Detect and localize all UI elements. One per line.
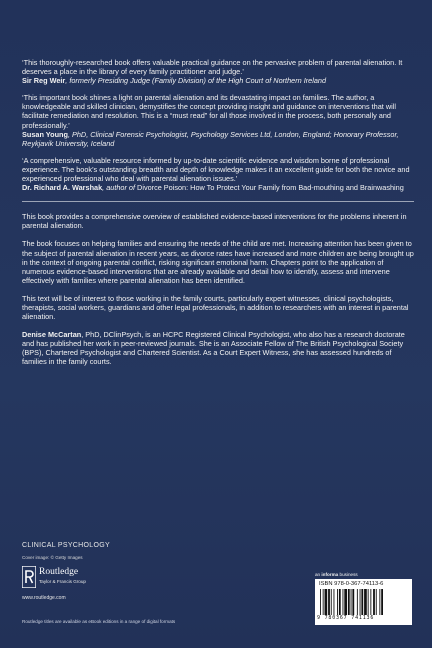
quote-author-role: , formerly Presiding Judge (Family Division) of the High Court of Northern Ireland	[65, 76, 327, 86]
barcode-panel	[315, 579, 412, 625]
endorsement-weir	[22, 58, 414, 85]
quote-text: ‘This important book shines a light on parental alienation and its devastating impact on families. The author, a knowledgeable and skilled clinician, demystifies the concept providing insight and guidance on interventions that will facilitate remediation and resolution. This is a “must read” for all those involved in the process, both personally and professionally.’	[22, 93, 396, 130]
description-audience: This text will be of interest to those working in the family courts, particularly expert witnesses, clinical psychologists, therapists, social workers, guardians and other legal professionals, in addition to researchers with an interest in parental alienation.	[22, 293, 409, 322]
quote-author: Dr. Richard A. Warshak	[22, 183, 103, 193]
quote-book-title: Divorce Poison: How To Protect Your Family from Bad-mouthing and Brainwashing	[137, 183, 404, 193]
description-focus: The book focuses on helping families and ensuring the needs of the child are met. Increasing attention has been given to the subject of parental alienation in recent years, as divorce rates have increased and more children are being brought up in the context of ongoing parental conflict, risking significant emotional harm. Chapters point to the application of numerous evidence-based interventions that are already available and detail how to identify, assess and intervene effectively with families where parental alienation has been identified.	[22, 239, 414, 285]
quote-author: Sir Reg Weir	[22, 76, 66, 86]
description-summary: This book provides a comprehensive overview of established evidence-based interventions for the problems inherent in parental alienation.	[22, 212, 407, 231]
publisher-group: Taylor & Francis Group	[39, 579, 86, 584]
quote-author-role: , author of	[102, 183, 138, 193]
author-bio-text: , PhD, DClinPsych, is an HCPC Registered Clinical Psychologist, who also has a research doctorate and has published her work in peer-reviewed journals. She is an Associate Fellow of The British Psychological Society (BPS), Chartered Psychologist and Chartered Scientist. As a Court Expert Witness, she has assessed hundreds of families in the family courts.	[22, 330, 405, 367]
quote-attribution	[22, 130, 414, 148]
quote-text: ‘This thoroughly-researched book offers valuable practical guidance on the pervasive problem of parental alienation. It deserves a place in the library of every family practitioner and judge.’	[22, 58, 403, 77]
barcode-number: 9 780367 741136	[317, 615, 375, 621]
publisher-website: www.routledge.com	[22, 595, 66, 601]
subject-category: CLINICAL PSYCHOLOGY	[22, 542, 110, 549]
routledge-logo-icon	[22, 566, 36, 588]
section-divider	[22, 201, 414, 202]
ebook-note: Routledge titles are available as eBook editions in a range of digital formats	[22, 619, 176, 624]
cover-text	[22, 58, 414, 376]
quote-attribution	[22, 76, 414, 85]
informa-prefix: an	[315, 572, 322, 577]
informa-business-note	[315, 572, 358, 577]
cover-image-credit: Cover image: © Getty Images	[22, 555, 83, 560]
informa-brand: informa	[321, 572, 339, 577]
endorsement-young	[22, 93, 414, 148]
informa-suffix: business	[338, 572, 358, 577]
quote-text: ‘A comprehensive, valuable resource informed by up-to-date scientific evidence and wisdom borne of professional experience. The book’s outstanding breadth and depth of knowledge makes it an excellent guide for both the novice and experienced professional who deal with parental alienation issues.’	[22, 155, 410, 184]
quote-author: Susan Young	[22, 129, 68, 139]
author-bio	[22, 330, 414, 366]
publisher-name: Routledge	[39, 567, 79, 577]
isbn-label: ISBN 978-0-367-74113-6	[319, 581, 384, 587]
barcode-icon	[319, 589, 408, 615]
quote-attribution	[22, 183, 414, 192]
endorsement-warshak	[22, 156, 414, 192]
publisher-logo	[22, 566, 172, 594]
author-name: Denise McCartan	[22, 330, 82, 340]
quote-author-role: , PhD, Clinical Forensic Psychologist, Psychology Services Ltd, London, England; Honorary Professor, Reykjavik University, Iceland	[22, 129, 399, 148]
